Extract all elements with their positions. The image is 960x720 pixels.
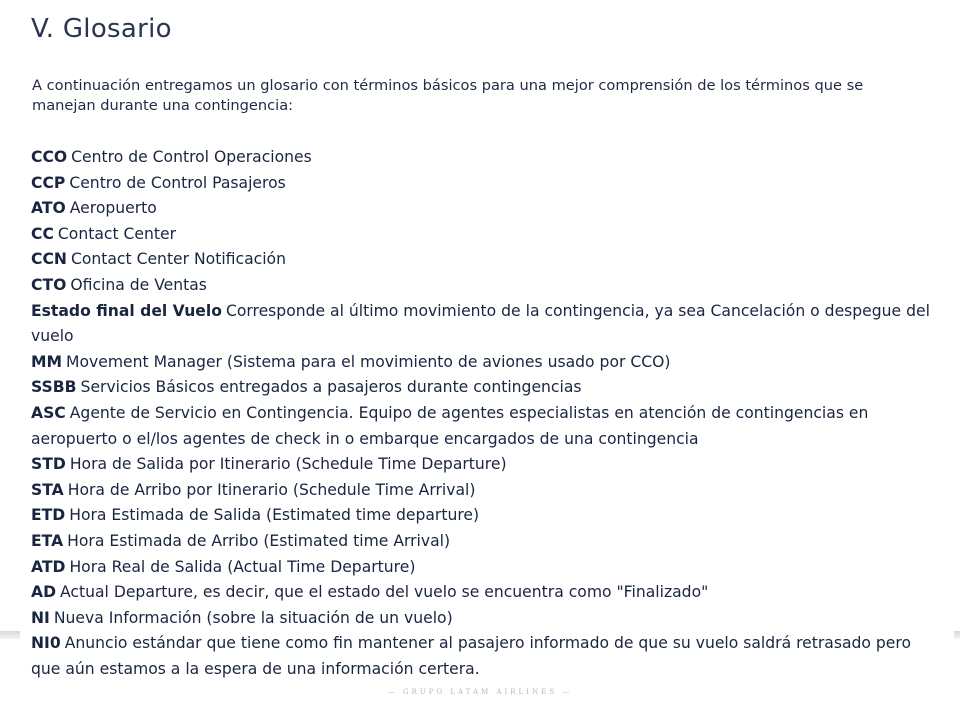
glossary-item [31, 247, 931, 273]
glossary-item [31, 196, 931, 222]
glossary-definition: Hora de Arribo por Itinerario (Schedule Time Arrival) [67, 480, 476, 499]
glossary-term: NI [31, 608, 50, 627]
glossary-item [31, 375, 931, 401]
glossary-term: ATD [31, 557, 66, 576]
page-title: V. Glosario [31, 14, 172, 44]
glossary-item [31, 555, 931, 581]
glossary-term: MM [31, 352, 63, 371]
glossary-definition: Centro de Control Operaciones [71, 148, 312, 166]
glossary-item [31, 299, 931, 350]
glossary-item [31, 401, 931, 452]
footer-brand: — GRUPO LATAM AIRLINES — [387, 688, 573, 696]
glossary-item [31, 145, 931, 171]
glossary-term: STD [31, 455, 66, 474]
slide-edge-shade-left [0, 631, 20, 639]
glossary-definition: Centro de Control Pasajeros [69, 173, 286, 192]
glossary-definition: Oficina de Ventas [70, 275, 207, 294]
glossary-definition: Hora Estimada de Arribo (Estimated time Arrival) [67, 531, 451, 550]
glossary-term: AD [31, 583, 57, 602]
glossary-item [31, 503, 931, 529]
glossary-term: CC [31, 224, 54, 243]
glossary-term: CTO [31, 275, 67, 294]
glossary-definition: Contact Center Notificación [70, 250, 286, 269]
glossary-item [31, 606, 931, 632]
glossary-item [31, 478, 931, 504]
glossary-item [31, 452, 931, 478]
glossary-definition: Hora Estimada de Salida (Estimated time departure) [69, 506, 480, 525]
glossary-definition: Anuncio estándar que tiene como fin mantener al pasajero informado de que su vuelo saldrá retrasado pero que aún estamos a la espera de una información certera. [31, 634, 911, 678]
glossary-term: ETD [31, 506, 66, 525]
glossary-definition: Servicios Básicos entregados a pasajeros durante contingencias [80, 378, 582, 397]
glossary-definition: Hora Real de Salida (Actual Time Departure) [69, 557, 416, 576]
glossary-item [31, 171, 931, 197]
glossary-definition: Hora de Salida por Itinerario (Schedule Time Departure) [69, 455, 507, 474]
glossary-term: ASC [31, 403, 66, 422]
glossary-item [31, 350, 931, 376]
glossary-term: CCN [31, 250, 67, 269]
glossary-term: CCP [31, 173, 66, 192]
glossary-definition: Actual Departure, es decir, que el estado del vuelo se encuentra como "Finalizado" [60, 583, 709, 602]
glossary-definition: Movement Manager (Sistema para el movimiento de aviones usado por CCO) [66, 352, 671, 371]
glossary-definition: Corresponde al último movimiento de la contingencia, ya sea Cancelación o despegue del vuelo [31, 301, 930, 346]
glossary-item [31, 580, 931, 606]
glossary-term: ATO [31, 199, 66, 218]
intro-paragraph: A continuación entregamos un glosario con términos básicos para una mejor comprensión de los términos que se manejan durante una contingencia: [32, 77, 864, 114]
glossary-term: ETA [31, 531, 64, 550]
glossary-item [31, 222, 931, 248]
glossary-definition: Agente de Servicio en Contingencia. Equipo de agentes especialistas en atención de contingencias en aeropuerto o el/los agentes de check in o embarque encargados de una contingencia [31, 403, 869, 448]
slide-edge-shade-right [954, 631, 960, 639]
glossary-list [31, 145, 931, 682]
glossary-definition: Contact Center [57, 224, 177, 243]
glossary-definition: Nueva Información (sobre la situación de un vuelo) [53, 608, 453, 627]
glossary-item [31, 273, 931, 299]
glossary-term: STA [31, 480, 64, 499]
glossary-term: SSBB [31, 378, 77, 397]
glossary-item [31, 631, 931, 682]
glossary-definition: Aeropuerto [69, 199, 157, 218]
glossary-term: Estado final del Vuelo [31, 301, 222, 320]
glossary-term: NI0 [31, 634, 61, 653]
glossary-item [31, 529, 931, 555]
glossary-term: CCO [31, 148, 68, 166]
